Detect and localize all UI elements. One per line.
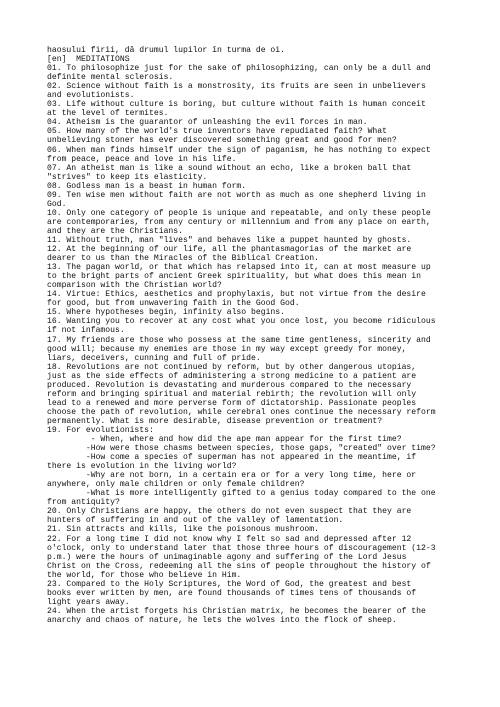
text-line: 13. The pagan world, or that which has relapsed into it, can at most measure up xyxy=(47,263,431,273)
text-line: 16. Wanting you to recover at any cost what you once lost, you become ridiculous xyxy=(47,317,436,327)
text-line: for good, but from unwavering faith in the Good God. xyxy=(47,299,300,309)
text-line: 02. Science without faith is a monstrosity, its fruits are seen in unbelievers xyxy=(47,82,426,92)
text-line: reform and bringing spiritual and material rebirth; the revolution will only xyxy=(47,389,417,399)
text-line: anywhere, only male children or only female children? xyxy=(47,480,305,490)
text-line: haosului firii, dă drumul lupilor în turma de oi. xyxy=(47,46,285,55)
text-line: anarchy and chaos of nature, he lets the wolves into the flock of sheep. xyxy=(47,615,397,625)
text-line: "strives" to keep its elasticity. xyxy=(47,172,208,182)
text-line: o'clock, only to understand later that those three hours of discouragement (12-3 xyxy=(47,543,436,553)
text-line: -How come a species of superman has not appeared in the meantime, if xyxy=(47,453,417,463)
text-line: 06. When man finds himself under the sign of paganism, he has nothing to expect xyxy=(47,145,431,155)
text-line: -How were those chasms between species, those gaps, "created" over time? xyxy=(47,444,436,454)
text-line: at the level of termites. xyxy=(47,109,169,119)
text-line: 15. Where hypotheses begin, infinity also begins. xyxy=(47,308,285,318)
text-line: and they are the Christians. xyxy=(47,226,183,236)
text-line: choose the path of revolution, while cerebral ones continue the necessary reform xyxy=(47,407,436,417)
text-line: 01. To philosophize just for the sake of philosophizing, can only be a dull and xyxy=(47,64,431,74)
text-line: 21. Sin attracts and kills, like the poisonous mushroom. xyxy=(47,525,319,535)
text-line: 23. Compared to the Holy Scriptures, the Word of God, the greatest and best xyxy=(47,579,412,589)
text-line: 03. Life without culture is boring, but culture without faith is human conceit xyxy=(47,100,426,110)
text-line: hunters of suffering in and out of the valley of lamentation. xyxy=(47,516,344,526)
text-line: 05. How many of the world's true inventors have repudiated faith? What xyxy=(47,127,387,137)
text-line: if not infamous. xyxy=(47,326,125,336)
text-line: comparison with the Christian world? xyxy=(47,281,222,291)
text-line: and evolutionists. xyxy=(47,91,135,101)
text-line: to the bright parts of ancient Greek spirituality, but what does this mean in xyxy=(47,272,421,282)
text-line: 08. Godless man is a beast in human form. xyxy=(47,181,247,191)
text-line: p.m.) were the hours of unimaginable agony and suffering of the Lord Jesus xyxy=(47,552,407,562)
text-line: permanently. What is more desirable, disease prevention or treatment? xyxy=(47,416,383,426)
text-line: there is evolution in the living world? xyxy=(47,462,237,472)
text-line: produced. Revolution is devastating and murderous compared to the necessary xyxy=(47,380,412,390)
text-line: 10. Only one category of people is unique and repeatable, and only these people xyxy=(47,208,431,218)
text-line: 14. Virtue: Ethics, aesthetics and prophylaxis, but not virtue from the desire xyxy=(47,290,426,300)
text-line: from antiquity? xyxy=(47,498,120,508)
text-line: -What is more intelligently gifted to a genius today compared to the one xyxy=(47,489,436,499)
text-line: lead to a renewed and more perverse form of dictatorship. Passionate peoples xyxy=(47,398,417,408)
text-line: -Why are not born, in a certain era or for a very long time, here or xyxy=(47,471,417,481)
text-line: 19. For evolutionists: xyxy=(47,425,154,435)
text-line: 18. Revolutions are not continued by reform, but by other dangerous utopias, xyxy=(47,362,417,372)
text-line: good will; because my enemies are those in my way except greedy for money, xyxy=(47,344,407,354)
text-line: God. xyxy=(47,199,67,209)
text-line: 24. When the artist forgets his Christian matrix, he becomes the bearer of the xyxy=(47,606,426,616)
text-line: light years away. xyxy=(47,597,130,607)
text-line: dearer to us than the Miracles of the Biblical Creation. xyxy=(47,254,319,264)
text-line: are contemporaries, from any century or millennium and from any place on earth, xyxy=(47,217,431,227)
text-line: - When, where and how did the ape man appear for the first time? xyxy=(47,435,402,445)
text-line: 22. For a long time I did not know why I felt so sad and depressed after 12 xyxy=(47,534,412,544)
text-line: definite mental sclerosis. xyxy=(47,73,174,83)
text-line: [en] MEDITATIONS xyxy=(47,55,130,65)
text-line: 20. Only Christians are happy, the others do not even suspect that they are xyxy=(47,507,412,517)
text-line: 11. Without truth, man "lives" and behaves like a puppet haunted by ghosts. xyxy=(47,235,412,245)
text-line: 12. At the beginning of our life, all the phantasmagorias of the market are xyxy=(47,245,412,255)
document-page xyxy=(47,46,467,625)
text-line: 17. My friends are those who possess at the same time gentleness, sincerity and xyxy=(47,335,431,345)
text-line: 07. An atheist man is like a sound without an echo, like a broken ball that xyxy=(47,163,412,173)
text-line: 04. Atheism is the guarantor of unleashing the evil forces in man. xyxy=(47,118,368,128)
text-line: just as the side effects of administering a strong medicine to a patient are xyxy=(47,371,417,381)
text-line: books ever written by men, are found thousands of times tens of thousands of xyxy=(47,588,417,598)
text-line: 09. Ten wise men without faith are not worth as much as one shepherd living in xyxy=(47,190,426,200)
text-line: unbelieving stoner has ever discovered something great and good for men? xyxy=(47,136,397,146)
text-line: liars, deceivers, cunning and full of pride. xyxy=(47,353,261,363)
text-line: Christ on the Cross, redeeming all the sins of people throughout the history of xyxy=(47,561,431,571)
text-line: from peace, peace and love in his life. xyxy=(47,154,237,164)
text-line: the world, for those who believe in Him. xyxy=(47,570,242,580)
